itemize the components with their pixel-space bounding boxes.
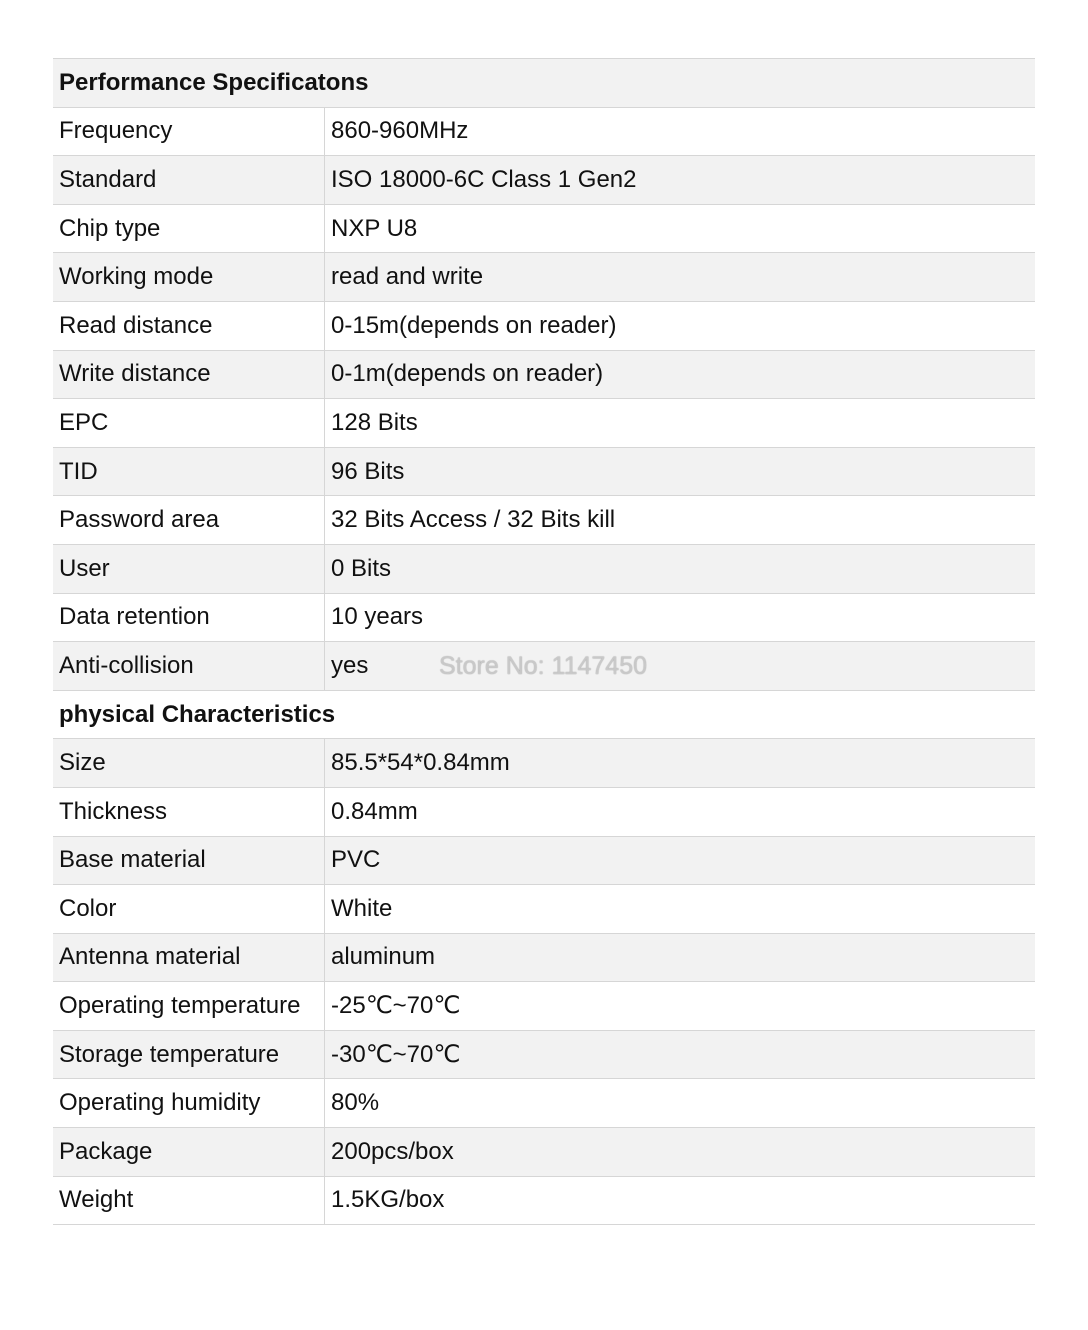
spec-row <box>53 1128 1035 1177</box>
spec-row <box>53 496 1035 545</box>
spec-label: Read distance <box>53 302 325 350</box>
spec-label: User <box>53 545 325 593</box>
spec-value: 0-1m(depends on reader) <box>331 360 604 388</box>
section-title: Performance Specificatons <box>59 68 369 96</box>
spec-value: yes <box>331 651 369 679</box>
spec-row <box>53 1177 1035 1226</box>
spec-row <box>53 1079 1035 1128</box>
spec-value: 80% <box>331 1089 380 1117</box>
section-title: physical Characteristics <box>59 700 336 728</box>
section-header <box>53 59 1035 108</box>
spec-row <box>53 788 1035 837</box>
spec-value: NXP U8 <box>331 214 418 242</box>
spec-row <box>53 545 1035 594</box>
spec-label: Write distance <box>53 351 325 399</box>
spec-value: PVC <box>331 846 381 874</box>
spec-label: Anti-collision <box>53 642 325 690</box>
spec-value: aluminum <box>331 943 436 971</box>
spec-row <box>53 642 1035 691</box>
spec-label: Storage temperature <box>53 1031 325 1079</box>
spec-value: 0 Bits <box>331 554 392 582</box>
spec-value: -25℃~70℃ <box>331 992 461 1020</box>
spec-label: Password area <box>53 496 325 544</box>
spec-value: 200pcs/box <box>331 1137 454 1165</box>
spec-value: 10 years <box>331 603 424 631</box>
spec-value: read and write <box>331 263 484 291</box>
spec-label: Frequency <box>53 108 325 156</box>
spec-value: 1.5KG/box <box>331 1186 445 1214</box>
spec-row <box>53 594 1035 643</box>
spec-label: Package <box>53 1128 325 1176</box>
spec-label: EPC <box>53 399 325 447</box>
spec-value: White <box>331 894 393 922</box>
spec-value: 860-960MHz <box>331 117 469 145</box>
spec-value: 85.5*54*0.84mm <box>331 749 510 777</box>
spec-label: Operating humidity <box>53 1079 325 1127</box>
spec-row <box>53 739 1035 788</box>
spec-label: Base material <box>53 837 325 885</box>
spec-label: TID <box>53 448 325 496</box>
spec-label: Chip type <box>53 205 325 253</box>
spec-value: 128 Bits <box>331 408 418 436</box>
spec-row <box>53 351 1035 400</box>
spec-label: Data retention <box>53 594 325 642</box>
spec-label: Standard <box>53 156 325 204</box>
spec-row <box>53 399 1035 448</box>
spec-value: ISO 18000-6C Class 1 Gen2 <box>331 165 637 193</box>
store-watermark: Store No: 1147450 <box>439 652 648 680</box>
spec-label: Color <box>53 885 325 933</box>
spec-row <box>53 982 1035 1031</box>
spec-label: Size <box>53 739 325 787</box>
spec-row <box>53 253 1035 302</box>
spec-table <box>53 58 1035 1225</box>
spec-row <box>53 934 1035 983</box>
spec-row <box>53 448 1035 497</box>
spec-row <box>53 885 1035 934</box>
spec-row <box>53 1031 1035 1080</box>
spec-row <box>53 108 1035 157</box>
spec-value: 0.84mm <box>331 797 418 825</box>
spec-label: Thickness <box>53 788 325 836</box>
section-header <box>53 691 1035 740</box>
spec-row <box>53 156 1035 205</box>
spec-value: -30℃~70℃ <box>331 1040 461 1068</box>
spec-label: Weight <box>53 1177 325 1225</box>
spec-label: Working mode <box>53 253 325 301</box>
spec-label: Operating temperature <box>53 982 325 1030</box>
spec-value: 0-15m(depends on reader) <box>331 311 617 339</box>
spec-row <box>53 205 1035 254</box>
spec-row <box>53 302 1035 351</box>
spec-label: Antenna material <box>53 934 325 982</box>
spec-value: 96 Bits <box>331 457 405 485</box>
spec-value: 32 Bits Access / 32 Bits kill <box>331 506 616 534</box>
spec-row <box>53 837 1035 886</box>
